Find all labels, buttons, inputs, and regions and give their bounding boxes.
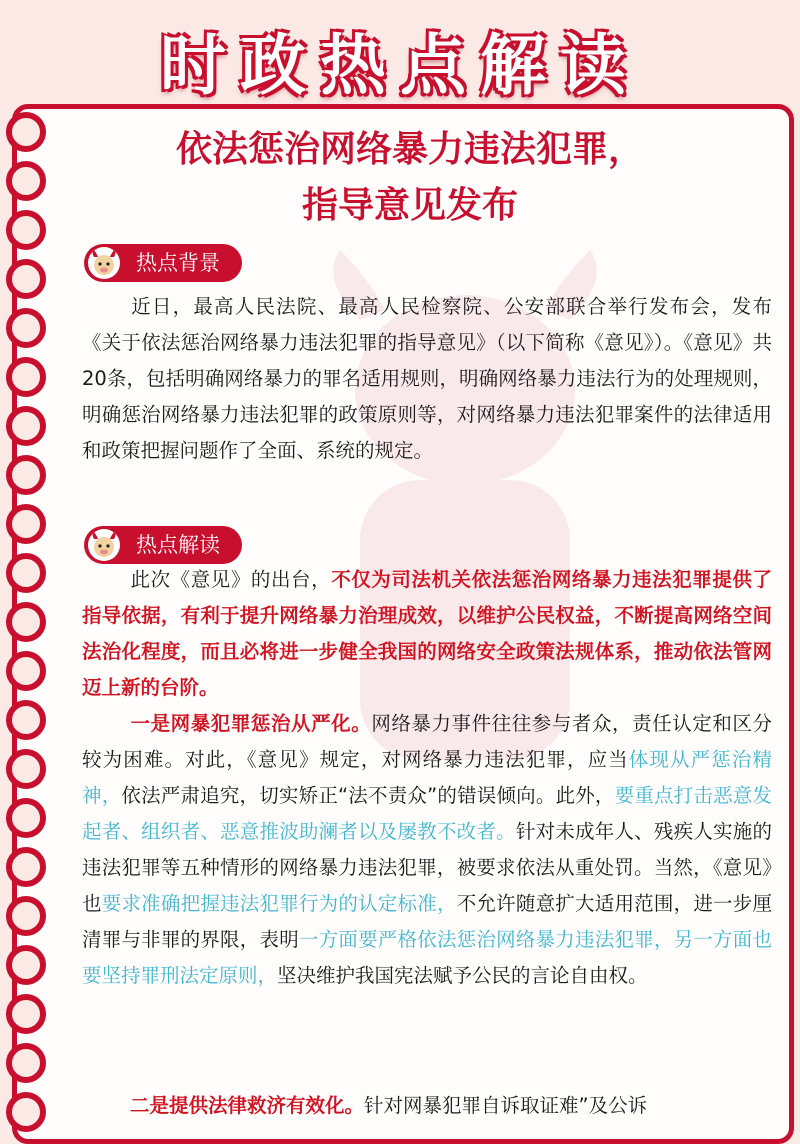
section-tag-label: 热点解读	[136, 533, 220, 557]
binding-ring	[6, 749, 46, 789]
binding-ring	[6, 406, 46, 446]
background-paragraph	[82, 289, 772, 469]
binding-ring	[6, 504, 46, 544]
highlight-text-cyan: 一方面要严格依法惩治网络暴力违法犯罪，另一方面也要坚持罪刑法定原则，	[82, 928, 772, 987]
binding-ring	[6, 210, 46, 250]
paragraph-text: 依法严肃追究，切实矫正“法不责众”的错误倾向。此外，	[121, 784, 615, 807]
banner-title: 时政热点解读	[160, 27, 640, 104]
binding-ring	[6, 700, 46, 740]
paragraph-text: 针对未成年人、残疾人实施的违法犯罪等五种情形的网络暴力违法犯罪，被要求依法从重处罚。当然，《意见》也	[82, 820, 772, 915]
highlight-text-cyan: 体现从严惩治精神，	[82, 748, 772, 807]
binding-ring	[6, 553, 46, 593]
binding-ring	[6, 357, 46, 397]
highlight-text-red: 不仅为司法机关依法惩治网络暴力违法犯罪提供了指导依据，有利于提升网络暴力治理成效，以维护公民权益，不断提高网络空间法治化程度，而且必将进一步健全我国的网络安全政策法规体系，推动依法管网迈上新的台阶。	[82, 568, 772, 699]
cartoon-ox-avatar-icon	[88, 247, 120, 279]
reading-paragraph-3	[82, 1088, 772, 1124]
binding-ring	[6, 1043, 46, 1083]
reading-paragraph-1	[82, 562, 772, 706]
highlight-text-cyan: 要重点打击恶意发起者、组织者、恶意推波助澜者以及屡教不改者。	[82, 784, 772, 843]
paragraph-text: 针对网暴犯罪自诉取证难”及公诉	[364, 1094, 648, 1117]
binding-ring	[6, 945, 46, 985]
point-heading: 一是网暴犯罪惩治从严化。	[130, 712, 372, 735]
binding-ring	[6, 994, 46, 1034]
point-heading: 二是提供法律救济有效化。	[130, 1094, 365, 1117]
binding-ring	[6, 651, 46, 691]
paragraph-text: 坚决维护我国宪法赋予公民的言论自由权。	[277, 964, 648, 987]
binding-ring	[6, 602, 46, 642]
reading-paragraph-2	[82, 706, 772, 994]
binding-ring	[6, 455, 46, 495]
binding-ring	[6, 259, 46, 299]
binding-ring	[6, 847, 46, 887]
binding-ring	[6, 798, 46, 838]
spiral-binding-rings	[0, 104, 70, 1132]
section-tag-background	[84, 244, 242, 282]
cartoon-ox-avatar-icon	[88, 529, 120, 561]
section-tag-reading	[84, 526, 242, 564]
title-line-2: 指导意见发布	[301, 185, 518, 226]
binding-ring	[6, 896, 46, 936]
paragraph-text: 不允许随意扩大适用范围，进一步厘清罪与非罪的界限，表明	[82, 892, 772, 951]
binding-ring	[6, 1092, 46, 1132]
highlight-text-cyan: 要求准确把握违法犯罪行为的认定标准，	[101, 892, 457, 915]
title-line-1: 依法惩治网络暴力违法犯罪，	[175, 129, 644, 170]
background-text: 近日，最高人民法院、最高人民检察院、公安部联合举行发布会，发布《关于依法惩治网络暴力违法犯罪的指导意见》（以下简称《意见》）。《意见》共20条，包括明确网络暴力的罪名适用规则，明确网络暴力违法行为的处理规则，明确惩治网络暴力违法犯罪的政策原则等，对网络暴力违法犯罪案件的法律适用和政策把握问题作了全面、系统的规定。	[82, 295, 772, 462]
binding-ring	[6, 161, 46, 201]
binding-ring	[6, 308, 46, 348]
binding-ring	[6, 112, 46, 152]
banner	[0, 0, 800, 105]
paragraph-text: 网络暴力事件往往参与者众，责任认定和区分较为困难。对此，《意见》规定，对网络暴力违法犯罪，应当	[82, 712, 772, 771]
paragraph-text: 此次《意见》的出台，	[130, 568, 332, 591]
section-tag-label: 热点背景	[136, 251, 220, 275]
document-title	[60, 122, 760, 234]
